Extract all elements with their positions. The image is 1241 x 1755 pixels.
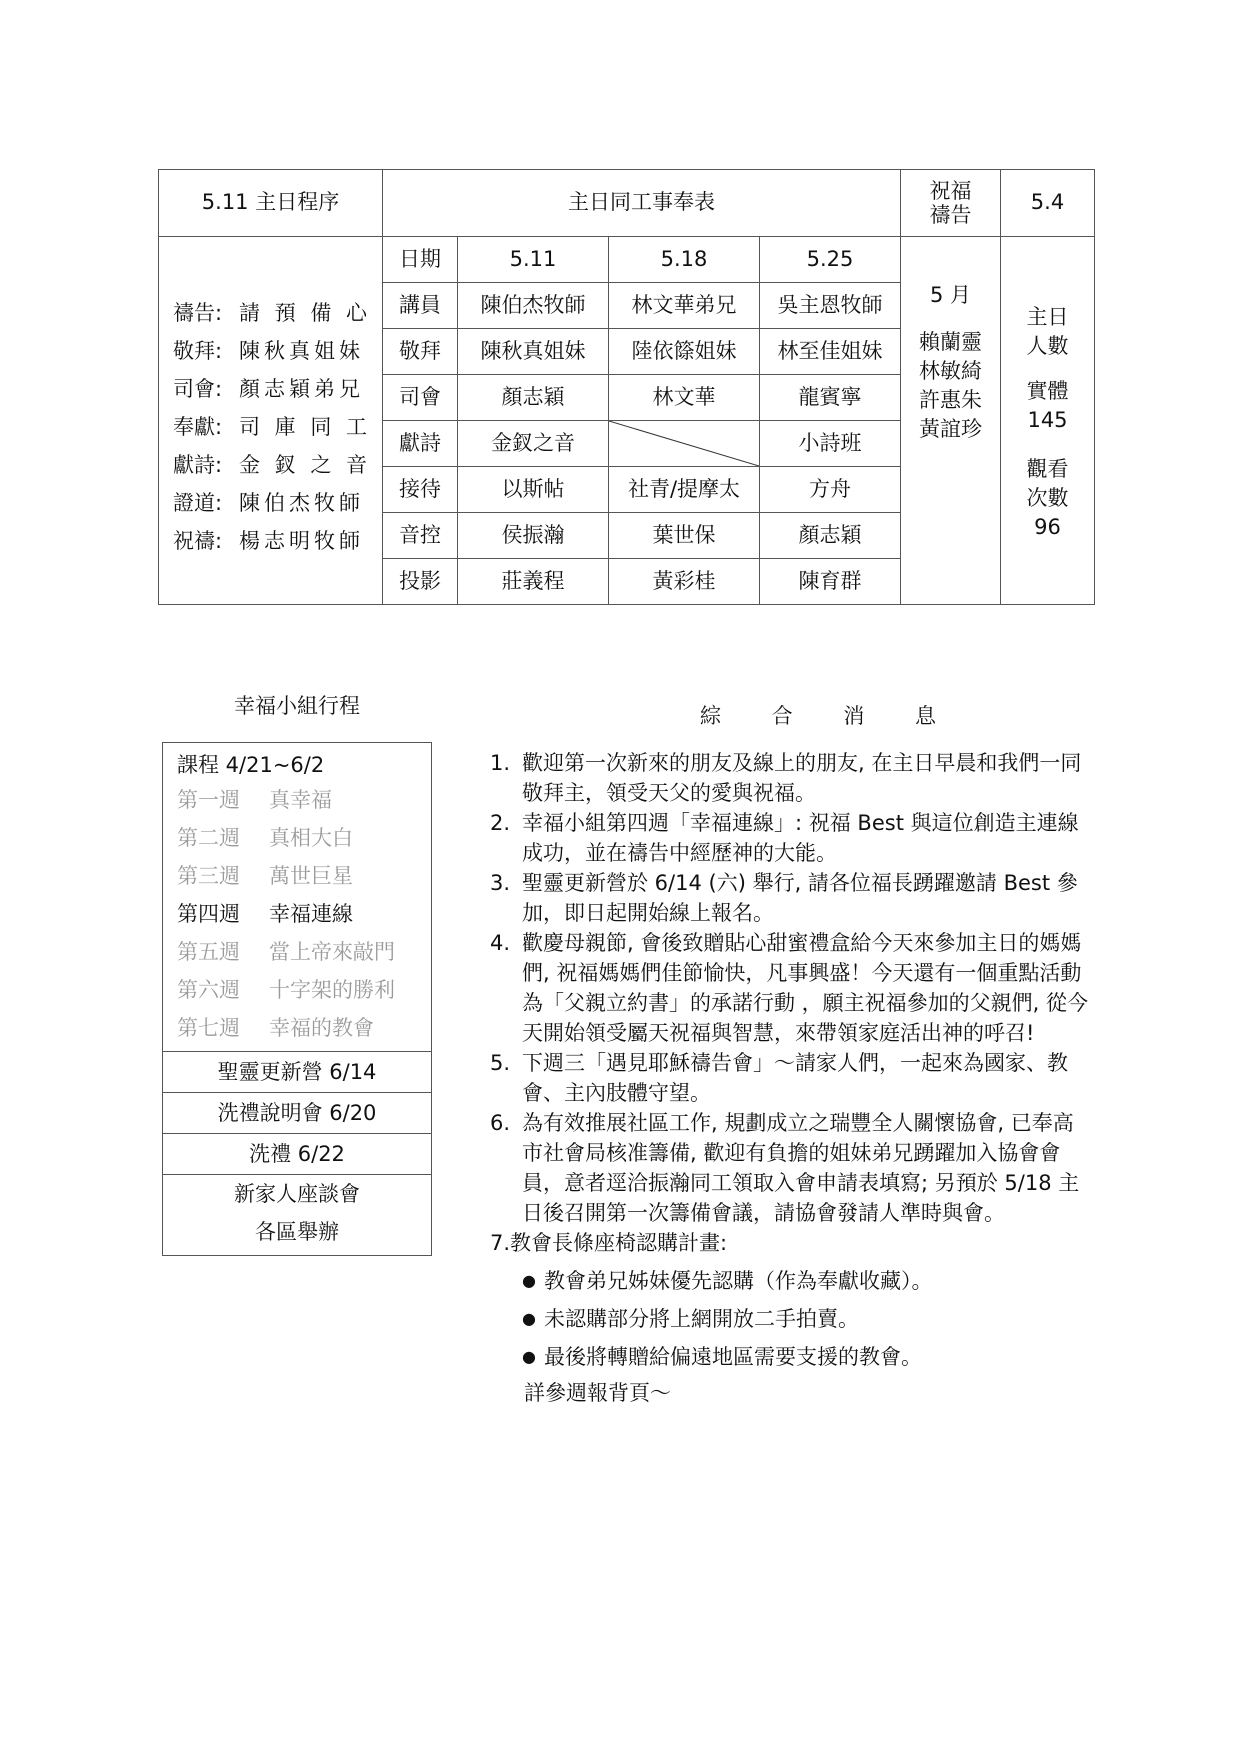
date-header: 5.25 xyxy=(760,237,901,283)
roster-cell: 林文華弟兄 xyxy=(609,283,760,329)
roster-role: 講員 xyxy=(383,283,458,329)
blessing-name: 林敏綺 xyxy=(919,359,982,383)
news-item: 4. 歡慶母親節, 會後致贈貼心甜蜜禮盒給今天來參加主日的媽媽們, 祝福媽媽們佳節愉快，凡事興盛！今天還有一個重點活動為「父親立約書」的承諾行動 ，願主祝福參加的父親們, 從今天開始領受屬天祝福與智慧，來帶領家庭活出神的呼召! xyxy=(490,931,1089,1045)
service-table xyxy=(158,169,1095,605)
news-footer: 詳參週報背頁～ xyxy=(524,1381,671,1405)
roster-cell: 社青/提摩太 xyxy=(609,467,760,513)
news-item: 6. 為有效推展社區工作, 規劃成立之瑞豐全人關懷協會, 已奉高市社會局核准籌備, 歡迎有負擔的姐妹弟兄踴躍加入協會會員，意者逕洽振瀚同工領取入會申請表填寫; 另預於 5/18 主日後召開第一次籌備會議，請協會發請人準時與會。 xyxy=(490,1111,1080,1225)
attendance-stats: 主日 人數 實體 145 觀看 次數 96 xyxy=(1001,237,1095,605)
bullet-item: ● 未認購部分將上網開放二手拍賣。 xyxy=(522,1300,1090,1338)
group-title: 幸福小組行程 xyxy=(234,694,360,718)
event-row: 洗禮 6/22 xyxy=(163,1133,431,1174)
news-item: 3. 聖靈更新營於 6/14 (六) 舉行, 請各位福長踴躍邀請 Best 參加，即日起開始線上報名。 xyxy=(490,871,1078,925)
roster-cell: 吳主恩牧師 xyxy=(760,283,901,329)
roster-title: 主日同工事奉表 xyxy=(383,170,901,237)
roster-role: 投影 xyxy=(383,559,458,605)
online-count: 96 xyxy=(1034,515,1061,539)
roster-cell: 陳伯杰牧師 xyxy=(458,283,609,329)
roster-cell: 林文華 xyxy=(609,375,760,421)
roster-cell: 黃彩桂 xyxy=(609,559,760,605)
news-list xyxy=(490,748,1090,1410)
roster-cell: 莊義程 xyxy=(458,559,609,605)
blessing-name: 黃誼珍 xyxy=(919,417,982,441)
bullet-list xyxy=(522,1262,1090,1376)
program-line: 司會: 顏志穎弟兄 xyxy=(173,376,364,401)
roster-role: 獻詩 xyxy=(383,421,458,467)
program-title: 5.11 主日程序 xyxy=(159,170,383,237)
week-row: 第三週 萬世巨星 xyxy=(177,864,353,888)
roster-cell: 侯振瀚 xyxy=(458,513,609,559)
blessing-month: 5 月 xyxy=(929,283,972,307)
blessing-title: 祝福 禱告 xyxy=(901,170,1001,237)
news-item: 2. 幸福小組第四週「幸福連線」: 祝福 Best 與這位創造主連線成功，並在禱告中經歷神的大能。 xyxy=(490,811,1079,865)
week-row: 第四週 幸福連線 xyxy=(177,902,353,926)
roster-role: 接待 xyxy=(383,467,458,513)
roster-cell: 顏志穎 xyxy=(458,375,609,421)
blessing-names xyxy=(901,237,1001,605)
blessing-name: 許惠朱 xyxy=(919,388,982,412)
news-item-7: 7.教會長條座椅認購計畫: xyxy=(490,1231,728,1255)
bullet-icon: ● xyxy=(522,1309,536,1328)
program-line: 奉獻: 司 庫 同 工 xyxy=(173,414,372,439)
event-row: 新家人座談會 各區舉辦 xyxy=(163,1174,431,1255)
roster-role: 司會 xyxy=(383,375,458,421)
roster-cell: 葉世保 xyxy=(609,513,760,559)
slash-line xyxy=(609,421,759,466)
news-item: 5. 下週三「遇見耶穌禱告會」～請家人們，一起來為國家、教會、主內肢體守望。 xyxy=(490,1051,1068,1105)
roster-cell: 陳育群 xyxy=(760,559,901,605)
program-line: 祝禱: 楊志明牧師 xyxy=(173,528,364,553)
bullet-item: ● 最後將轉贈給偏遠地區需要支援的教會。 xyxy=(522,1338,1090,1376)
bullet-item: ● 教會弟兄姊妹優先認購（作為奉獻收藏）。 xyxy=(522,1262,1090,1300)
date-header: 5.18 xyxy=(609,237,760,283)
week-row: 第七週 幸福的教會 xyxy=(177,1016,374,1040)
roster-role: 敬拜 xyxy=(383,329,458,375)
roster-cell: 以斯帖 xyxy=(458,467,609,513)
program-line: 證道: 陳伯杰牧師 xyxy=(173,490,364,515)
roster-role: 音控 xyxy=(383,513,458,559)
roster-cell: 林至佳姐妹 xyxy=(760,329,901,375)
program-list xyxy=(159,237,383,605)
roster-cell: 金釵之音 xyxy=(458,421,609,467)
week-row: 第一週 真幸福 xyxy=(177,788,332,812)
roster-cell: 小詩班 xyxy=(760,421,901,467)
program-line: 敬拜: 陳秋真姐妹 xyxy=(173,338,364,363)
week-row: 第五週 當上帝來敲門 xyxy=(177,940,395,964)
week-row: 第二週 真相大白 xyxy=(177,826,353,850)
empty-slash-cell xyxy=(609,421,760,467)
physical-count: 145 xyxy=(1027,408,1068,432)
date-header: 5.11 xyxy=(458,237,609,283)
group-schedule xyxy=(162,742,432,1256)
event-row: 洗禮說明會 6/20 xyxy=(163,1092,431,1133)
bullet-icon: ● xyxy=(522,1271,536,1290)
week-list xyxy=(163,781,431,1051)
roster-cell: 龍賓寧 xyxy=(760,375,901,421)
attendance-date: 5.4 xyxy=(1001,170,1095,237)
roster-cell: 顏志穎 xyxy=(760,513,901,559)
course-range: 課程 4/21~6/2 xyxy=(177,753,325,777)
roster-cell: 陳秋真姐妹 xyxy=(458,329,609,375)
date-label: 日期 xyxy=(383,237,458,283)
roster-cell: 陸依篨姐妹 xyxy=(609,329,760,375)
roster-cell: 方舟 xyxy=(760,467,901,513)
event-row: 聖靈更新營 6/14 xyxy=(163,1051,431,1092)
program-line: 禱告: 請 預 備 心 xyxy=(173,300,372,325)
news-item: 1. 歡迎第一次新來的朋友及線上的朋友, 在主日早晨和我們一同敬拜主，領受天父的愛與祝福。 xyxy=(490,751,1082,805)
news-title: 綜 合 消 息 xyxy=(700,704,959,728)
week-row: 第六週 十字架的勝利 xyxy=(177,978,395,1002)
bullet-icon: ● xyxy=(522,1347,536,1366)
program-line: 獻詩: 金 釵 之 音 xyxy=(173,452,372,477)
blessing-name: 賴蘭靈 xyxy=(919,330,982,354)
